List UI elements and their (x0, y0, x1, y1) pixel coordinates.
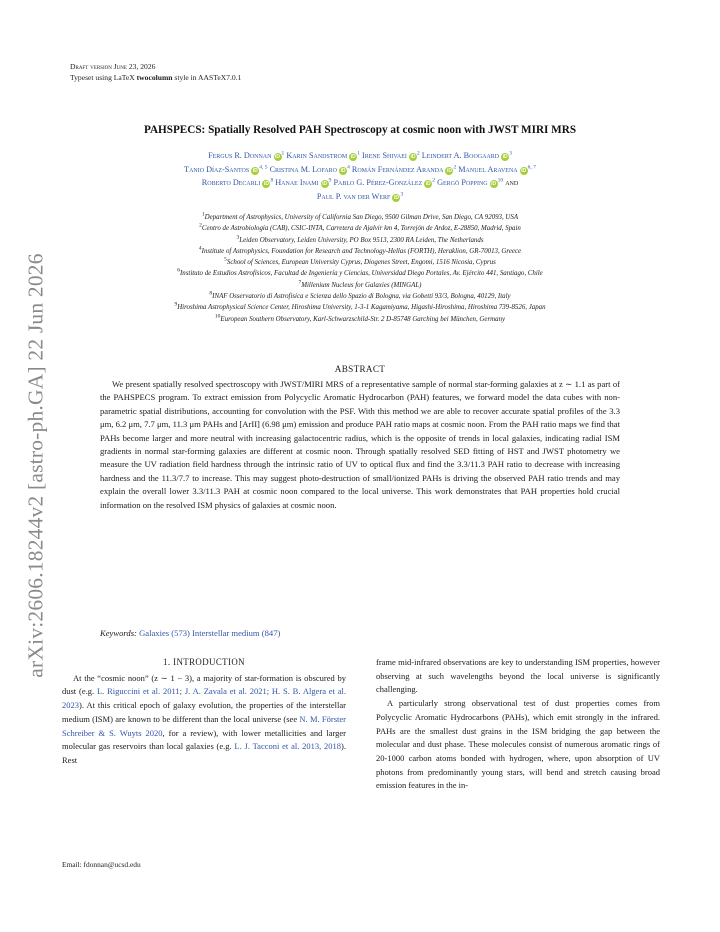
author[interactable]: Gergö Popping $iD^{10}$ (437, 177, 504, 188)
paragraph: At the “cosmic noon” (z ∼ 1 − 3), a majority of star-formation is obscured by dust (e.g. L. Riguccini et al. 2011; J. A. Zavala et al. 2021; H. S. B. Algera et al. 2023). At this critical epoch of galaxy evolution, the properties of the interstellar medium (ISM) are known to be different than the local universe (see N. M. Förster Schreiber & S. Wuyts 2020, for a review), with lower metallicities and larger molecular gas reservoirs than local galaxies (e.g. L. J. Tacconi et al. 2013, 2018). Rest (62, 672, 347, 765)
affiliation-list (60, 212, 660, 325)
page-header (70, 62, 241, 83)
paper-title: PAHSPECS: Spatially Resolved PAH Spectroscopy at cosmic noon with JWST MIRI MRS (143, 124, 577, 136)
author[interactable]: Leindert A. Boogaard $iD^3$ (421, 150, 512, 160)
author-email: Email: fdonnan@ucsd.edu (62, 860, 141, 869)
author[interactable]: Manuel Aravena iD$^{6, 7}$ (458, 163, 536, 174)
affiliation: $^{10}$European Southern Observatory, Karl-Schwarzschild-Str. 2 D-85748 Garching bei München, Germany (214, 313, 506, 323)
orcid-icon[interactable]: iD (393, 194, 399, 201)
orcid-icon[interactable]: iD (252, 167, 258, 174)
orcid-icon[interactable]: iD (410, 154, 416, 160)
author[interactable]: Román Fernández Aranda $iD^2$ (351, 163, 457, 174)
affiliation: $^5$School of Sciences, European University Cyprus, Diogenes Street, Engomi, 1516 Nicosia, Cyprus (224, 256, 496, 267)
typeset-line: Typeset using LaTeX twocolumn style in AASTeX7.0.1 (70, 72, 242, 82)
abstract-text: We present spatially resolved spectroscopy with JWST/MIRI MRS of a representative sample of normal star-forming galaxies at z ∼ 1.1 as part of the PAHSPECS program. To extract emission from Polycyclic Aromatic Hydrocarbon (PAH) features, we forward model the data cubes with non-parametric spatial distributions, accounting for convolution with the PSF. With this method we are able to recover accurate spatial profiles of the 3.3 μm, 6.2 μm, 7.7 μm, 11.3 μm PAHs and [ArII] (6.98 μm) emission and produce PAH ratio maps at cosmic noon. From the PAH ratio maps we find that PAHs become larger and more neutral with increasing galactocentric radius, which is the opposite of trends in local galaxies, indicating radial ISM gradients in normal star-forming galaxies are different at cosmic noon. Through spatially resolved SED fitting of HST and JWST photometry we measure the UV radiation field hardness through the intrinsic ratio of UV to optical flux and find the 3.3/11.3 PAH ratio to decrease with increasing hardness and the 11.3/7.7 to increase. This may suggest photo-destruction of small/ionized PAHs is driving the observed PAH ratio trends and may explain the overall lower 3.3/11.3 PAH at cosmic noon compared to the local universe. This work demonstrates that PAH properties hold crucial information on the resolved ISM physics of galaxies at cosmic noon. (100, 379, 620, 510)
affiliation: $^2$Centro de Astrobiología (CAB), CSIC-INTA, Carretera de Ajalvir km 4, Torrejón de Ardoz, E-28850, Madrid, Spain (199, 223, 521, 233)
affiliation: $^3$Leiden Observatory, Leiden University, PO Box 9513, 2300 RA Leiden, The Netherlands (236, 234, 484, 244)
paragraph: frame mid-infrared observations are key to understanding ISM properties, however observing at such wavelengths beyond the local universe is significantly challenging. (376, 657, 660, 695)
author[interactable]: Irene Shivaei $iD^2$ (362, 150, 420, 160)
section-heading: 1. INTRODUCTION (163, 657, 245, 667)
arxiv-sidebar (18, 205, 54, 725)
orcid-icon[interactable]: iD (340, 167, 346, 174)
author-list (70, 149, 650, 203)
citation-link[interactable]: N. M. Förster Schreiber & S. Wuyts 2020 (62, 713, 346, 738)
draft-version: Draft version June 23, 2026 (70, 62, 156, 71)
affiliation: $^7$Millenium Nucleus for Galaxies (MINGAL) (298, 279, 422, 289)
orcid-icon[interactable]: iD (263, 181, 269, 188)
affiliation: $^1$Department of Astrophysics, University of California San Diego, 9500 Gilman Drive, San Diego, CA 92093, USA (201, 211, 519, 221)
orcid-icon[interactable]: iD (350, 154, 356, 160)
author[interactable]: Cristina M. Lofaro $iD^4$ (269, 163, 350, 174)
abstract-heading: ABSTRACT (334, 364, 386, 374)
arxiv-identifier: arXiv:2606.18244v2 [astro-ph.GA] 22 Jun 2026 (23, 252, 48, 678)
orcid-icon[interactable]: iD (502, 154, 508, 160)
author[interactable]: Pablo G. Pérez-González $iD^2$ (333, 177, 436, 188)
orcid-icon[interactable]: iD (425, 181, 431, 188)
affiliation: $^6$Instituto de Estudios Astrofísicos, Facultad de Ingeniería y Ciencias, Universidad Diego Portales, Av. Ejército 441, Santiago, Chile (177, 268, 543, 278)
keywords-line (100, 628, 620, 638)
author[interactable]: Fergus R. Donnan $iD^1$ (208, 150, 285, 160)
orcid-icon[interactable]: iD (491, 181, 497, 188)
keywords-link[interactable]: Galaxies (573) Interstellar medium (847) (139, 628, 281, 638)
affiliation: $^8$INAF Osservatorio di Astrofisica e Scienza dello Spazio di Bologna, via Gobetti 93/3, Bologna, 40129, Italy (209, 290, 511, 301)
and-word: and (505, 178, 519, 188)
author[interactable]: Tanio Díaz-Santos iD$^{4, 5}$ (184, 163, 268, 174)
orcid-icon[interactable]: iD (521, 167, 527, 174)
author[interactable]: Paul P. van der Werf $iD^3$ (316, 191, 404, 201)
citation-link[interactable]: L. J. Tacconi et al. 2013, 2018 (234, 741, 342, 752)
author[interactable]: Hanae Inami $iD^9$ (275, 177, 332, 188)
author[interactable]: Karin Sandstrom $iD^1$ (286, 150, 360, 160)
keywords-label: Keywords: (100, 628, 137, 638)
orcid-icon[interactable]: iD (275, 154, 281, 160)
affiliation: $^4$Institute of Astrophysics, Foundation for Research and Technology-Hellas (FORTH), Heraklion, GR-70013, Greece (198, 245, 522, 255)
orcid-icon[interactable]: iD (322, 181, 328, 188)
author[interactable]: Roberto Decarli $iD^8$ (201, 177, 274, 188)
paragraph: A particularly strong observational test of dust properties comes from Polycyclic Aromatic Hydrocarbons (PAHs), which emit strongly in the infrared. PAHs are the smallest dust grains in the ISM bridging the gap between the molecular and dust phase. These molecules consist of numerous aromatic rings of 20-1000 carbon atoms bonded with hydrogen, where, upon absorption of UV photons from predominantly young stars, will bend and stretch causing broad emission features in the in- (376, 698, 660, 791)
orcid-icon[interactable]: iD (446, 167, 452, 174)
right-column (376, 656, 660, 793)
affiliation: $^9$Hiroshima Astrophysical Science Center, Hiroshima University, 1-3-1 Kagamiyama, Higashi-Hiroshima, Hiroshima 739-8526, Japan (174, 302, 546, 312)
left-column (62, 656, 346, 768)
citation-link[interactable]: L. Riguccini et al. 2011; J. A. Zavala et al. 2021; H. S. B. Algera et al. 2023 (62, 686, 347, 711)
